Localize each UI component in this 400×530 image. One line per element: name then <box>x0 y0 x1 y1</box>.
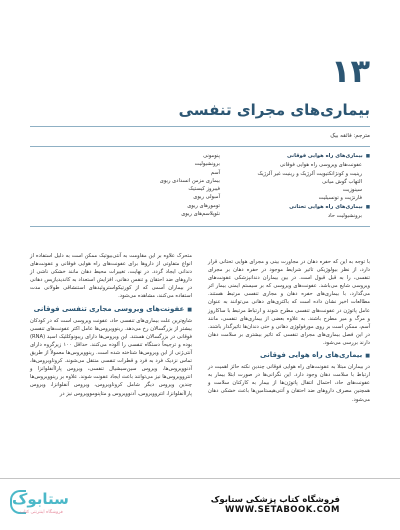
body-paragraph: شایع‌ترین علت بیماری‌های تنفسی حاد، عفونت ویروسی است که در کودکان بیشتر از بزرگسالان رخ می‌دهد. رینوویروس‌ها عامل اکثر عفونت‌های تنفسی فوقانی در بزرگسالان هستند. این ویروس‌ها دارای ریبونوکلئیک اسید (RNA) بوده و ترجیحاً دستگاه تنفسی را آلوده می‌کنند. حداقل ۱۰۰ زیرگروه دارای آنتی‌ژنی از این ویروس‌ها شناخته شده است. رینوویروس‌ها معمولاً از طریق تماس نزدیک فرد به فرد و قطرات تنفسی منتقل می‌شوند. کروناویروس‌ها، آدنوویروس‌ها، ویروس سین‌سیشیال تنفسی، ویروس پاراآنفلوانزا و انتروویروس‌ها نیز می‌توانند باعث ایجاد عفونت شوند. علاوه بر رینوویروس‌ها چندین ویروس دیگر شامل کروناویروس، ویروس آنفلوانزا، ویروس پاراآنفلوانزا، انتروویروس، آدنوویروس و متاپنوموویروس نیز در <box>30 317 192 397</box>
footer-url[interactable]: WWW.SETABOOK.COM <box>225 505 340 515</box>
outline-item: سینوزیت <box>342 187 362 194</box>
outline-item: برونشیولیت <box>194 161 220 168</box>
chapter-title: بیماری‌های مجرای تنفسی <box>178 101 370 119</box>
footer-store-text <box>211 495 340 515</box>
section-heading: ■ عفونت‌های ویروسی مجاری تنفسی فوقانی <box>30 305 192 314</box>
footer-rule <box>0 478 400 479</box>
outline-item: فارنژیت و تونسیلیت <box>318 195 362 202</box>
outline-item: التهاب گوش میانی <box>322 178 362 185</box>
logo-tagline: فروشگاه اینترنتی کتاب <box>20 510 63 515</box>
chapter-outline-left <box>100 152 220 218</box>
outline-item: عفونت‌های ویروسی راه هوایی فوقانی <box>279 162 362 169</box>
outline-item: رینیت و کونژانکتیویت آلرژیک و رینیت غیر آلرژیک <box>257 170 362 177</box>
outline-section: ■ بیماری‌های راه هوایی تحتانی <box>170 203 370 212</box>
logo-wordmark: ستابوک <box>12 490 69 508</box>
outline-item: بیماری مزمن انسدادی ریوی <box>159 177 220 184</box>
outline-rule <box>30 146 370 147</box>
body-paragraph: با توجه به این که حفره دهان در مجاورت بینی و مجرای هوایی تحتانی قرار دارد، از نظر بیولوژیکی تاثیر شرایط موجود در حفره دهان بر مجرای تنفسی، را به قبل قبول است. در بین بیماران دندانپزشکی عفونت‌های ویروسی شایع می‌باشد. عفونت‌های ویروسی که بر سیستم ایمنی بیمار اثر می‌گذارد، با بیماری‌های حفره دهان و مجاری تنفسی مرتبط هستند. مطالعات اخیر نشان داده است که باکتری‌های دهانی می‌توانند به عنوان عامل پاتوژن در عفونت‌های تنفسی مطرح شوند و ارتباط مرتبط با ساکاروز و مرگ و میر مطرح باشند. به علاوه بعضی از بیماری‌های تنفسی، مانند آسم، ممکن است بر روی مورفولوژی دهانی و حتی دندان‌ها تاثیرگذار باشند. در این فصل بیماری‌های مجرای تنفسی که تاثیر بیشتری بر سلامت دهان دارند بررسی می‌شود. <box>208 259 370 346</box>
body-column-left <box>30 252 192 401</box>
body-paragraph: متحرک علاوه بر این مقاومت به آنتی‌بیوتیک ممکن است به دلیل استفاده از انواع متفاوتی از داروها برای عفونت‌های راه هوایی فوقانی و عفونت‌های دندانی ایجاد گردد. در نهایت، تغییرات محیط دهان مانند خشکی ناشی از داروهای ضد احتقان و تنفس دهانی، افزایش استعداد به کاندیدیازیس دهانی در بیماران آسمی که از کورتیکواستروئیدهای استنشاقی طولانی مدت استفاده می‌کنند، مشاهده می‌شود. <box>30 253 192 300</box>
footer-store-name: فروشگاه کتاب پزشکی ستابوک <box>210 495 340 505</box>
outline-section: ■ بیماری‌های راه هوایی فوقانی <box>170 152 370 161</box>
outline-item: آسم <box>210 169 220 176</box>
setabook-logo <box>8 488 74 518</box>
outline-item: تومورهای ریوی <box>187 202 220 209</box>
body-column-right <box>208 258 370 407</box>
title-rule <box>30 126 370 127</box>
outline-bottom-rule <box>30 226 370 227</box>
outline-item: نئوپلاسم‌های ریوی <box>181 211 220 218</box>
outline-item: پنومونی <box>203 153 220 159</box>
section-heading: ■ بیماری‌های راه هوایی فوقانی <box>208 351 370 360</box>
outline-item: آمبولی ریوی <box>193 194 220 201</box>
chapter-number: ۱۳ <box>330 52 370 90</box>
translator-credit: مترجم: فائقه بیک <box>330 133 370 139</box>
body-paragraph: در بیماران مبتلا به عفونت‌های راه هوایی فوقانی چندین نکته حائز اهمیت در ارتباط با سلامت دهان وجود دارد. این نگرانی‌ها در صورت ابتلا بیمار به عفونت‌های حاد، احتمال انتقال پاتوژن‌ها از بیمار به کارکنان سلامت و همچنین مصرف داروهای ضد احتقان و آنتی‌هیستامین‌ها باعث خشکی دهان می‌شود. <box>208 364 370 403</box>
outline-item: فیبروز کیستیک <box>188 186 220 193</box>
outline-item: برونشیولیت حاد <box>327 213 362 220</box>
